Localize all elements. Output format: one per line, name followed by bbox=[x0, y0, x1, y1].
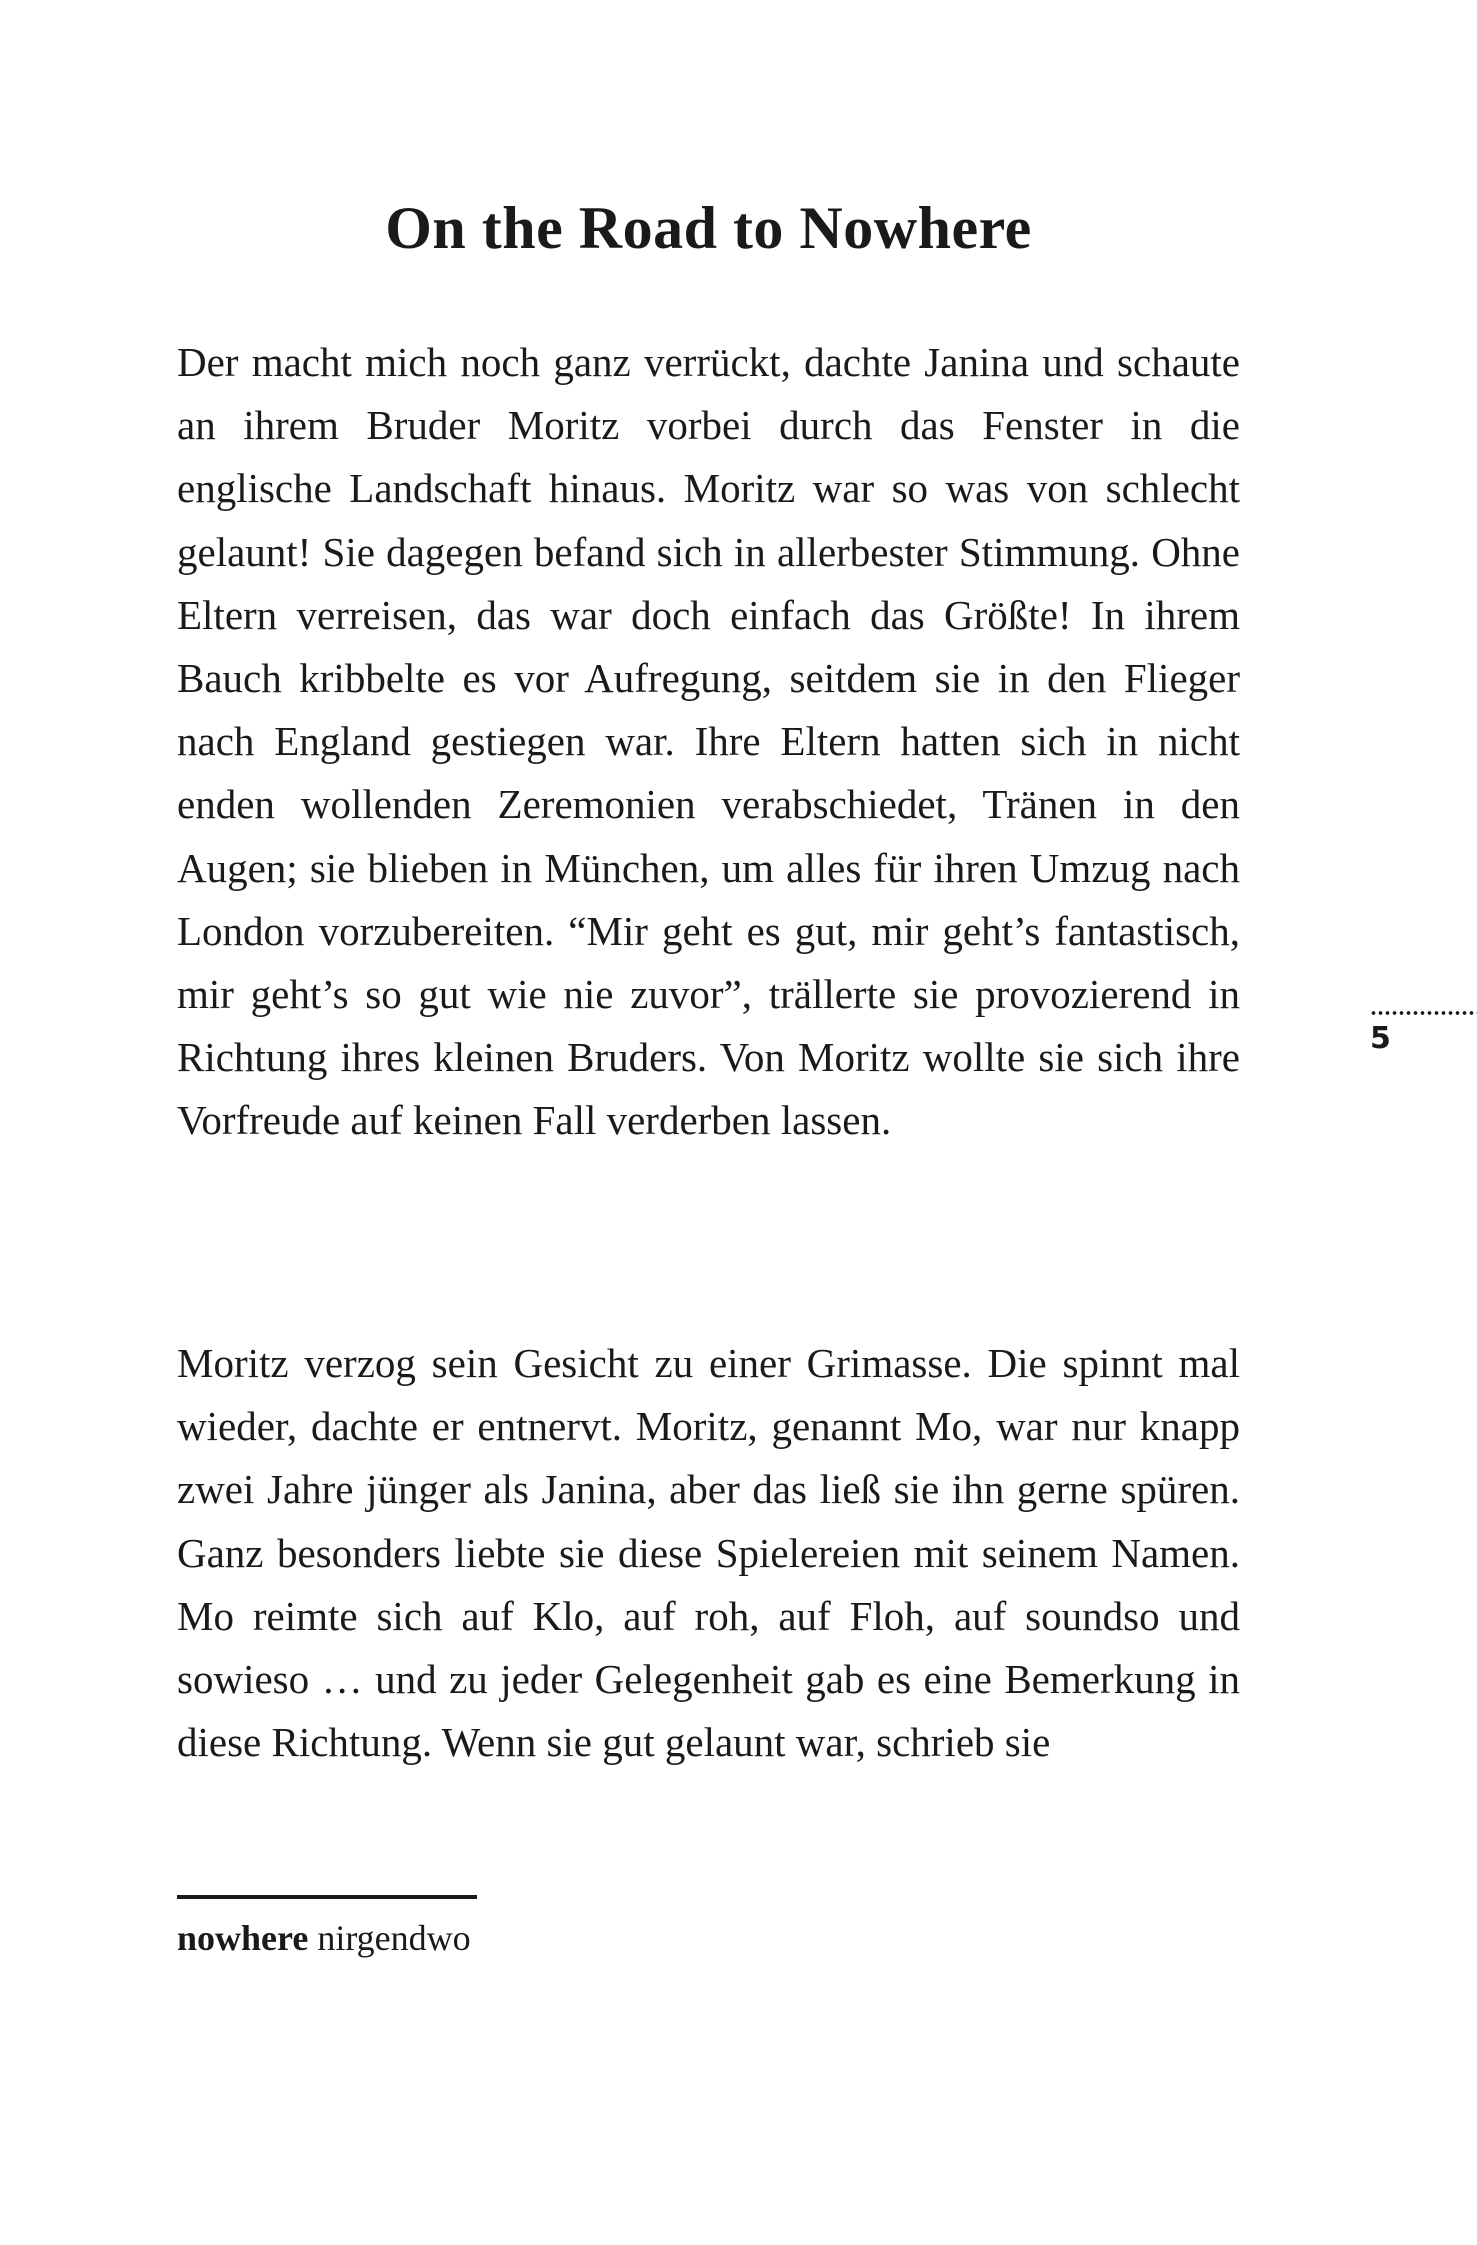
page-number: 5 bbox=[1370, 1021, 1391, 1056]
footnote-divider bbox=[177, 1895, 477, 1899]
body-paragraph-1: Der macht mich noch ganz verrückt, dachte Janina und schaute an ihrem Bruder Moritz vorbei durch das Fenster in die englische Landschaft hinaus. Moritz war so was von schlecht gelaunt! Sie dagegen befand sich in allerbester Stimmung. Ohne Eltern verreisen, das war doch einfach das Größte! In ihrem Bauch kribbelte es vor Aufregung, seitdem sie in den Flieger nach England gestiegen war. Ihre Eltern hatten sich in nicht enden wollenden Zeremonien verabschiedet, Tränen in den Augen; sie blieben in München, um alles für ihren Umzug nach London vorzubereiten. “Mir geht es gut, mir geht’s fantastisch, mir geht’s so gut wie nie zuvor”, trällerte sie provozierend in Richtung ihres kleinen Bruders. Von Moritz wollte sie sich ihre Vorfreude auf keinen Fall verderben lassen. bbox=[177, 339, 1240, 1144]
page-marker-dotted-line bbox=[1370, 1008, 1477, 1018]
footnote-term: nowhere bbox=[177, 1918, 309, 1958]
footnote-translation: nirgendwo bbox=[317, 1918, 471, 1958]
chapter-title: On the Road to Nowhere bbox=[385, 195, 1032, 261]
footnote bbox=[177, 1913, 471, 1963]
body-paragraph-2: Moritz verzog sein Gesicht zu einer Grimasse. Die spinnt mal wieder, dachte er entnervt. Moritz, genannt Mo, war nur knapp zwei Jahre jünger als Janina, aber das ließ sie ihn gerne spüren. Ganz besonders liebte sie diese Spielereien mit seinem Namen. Mo reimte sich auf Klo, auf roh, auf Floh, auf soundso und sowieso … und zu jeder Gelegenheit gab es eine Bemerkung in diese Richtung. Wenn sie gut gelaunt war, schrieb sie bbox=[177, 1340, 1240, 1766]
